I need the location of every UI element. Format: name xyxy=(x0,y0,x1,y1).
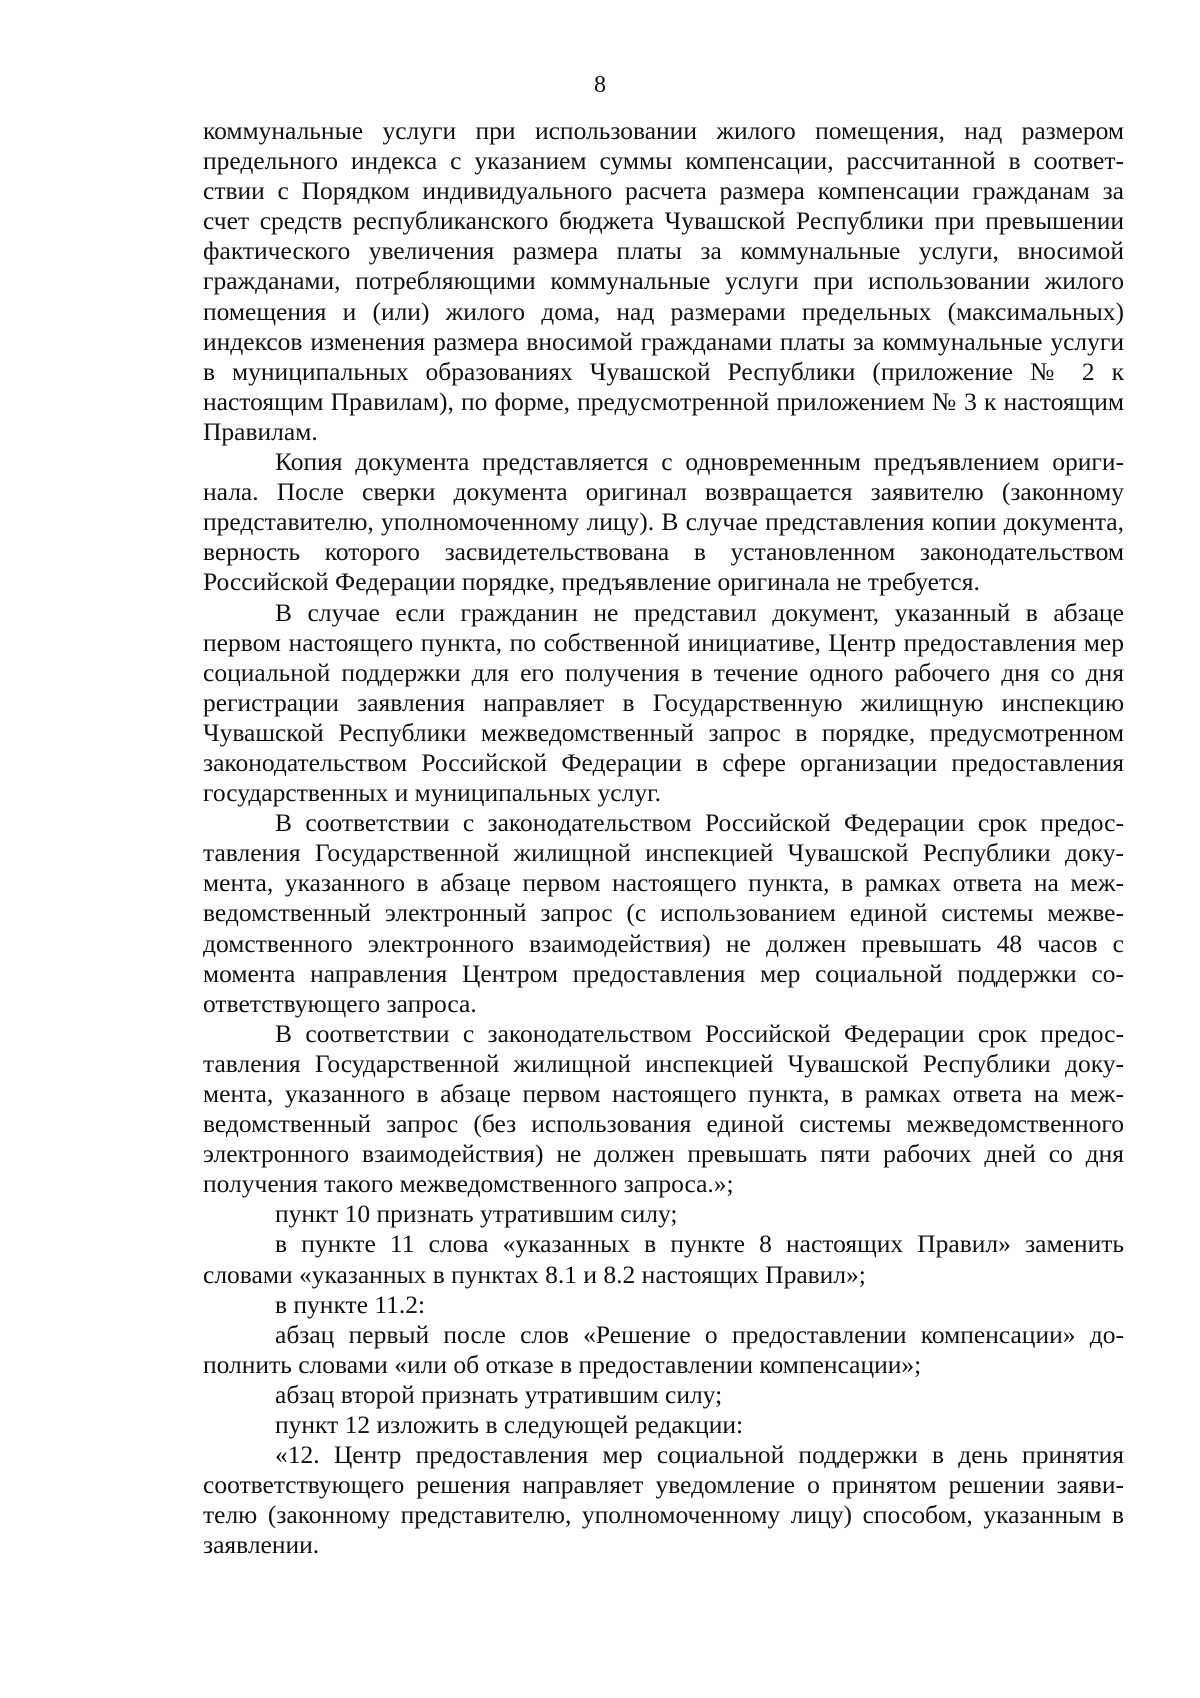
paragraph-4: В соответствии с законодательством Российской Федерации срок предоставления Государственной жилищной инспекцией Чувашской Республики документа, указанного в абзаце первом настоящего пункта, в рамках ответа на межведомственный электронный запрос (с использованием единой системы межведомственного электронного взаимодействия) не должен превышать 48 часов с момента направления Центром предоставления мер социальной поддержки соответствующего запроса. xyxy=(203,808,1124,1018)
paragraph-3: В случае если гражданин не представил документ, указанный в абзаце первом настоящего пункта, по собственной инициативе, Центр предоставления мер социальной поддержки для его получения в течение одного рабочего дня со дня регистрации заявления направляет в Государственную жилищную инспекцию Чувашской Республики межведомственный запрос в порядке, предусмотренном законодательством Российской Федерации в сфере организации предоставления государственных и муниципальных услуг. xyxy=(203,597,1124,808)
paragraph-10: абзац второй признать утратившим силу; xyxy=(275,1379,723,1409)
paragraph-6: пункт 10 признать утратившим силу; xyxy=(275,1199,678,1229)
paragraph-7: в пункте 11 слова «указанных в пункте 8 настоящих Правил» заменить словами «указанных в пунктах 8.1 и 8.2 настоящих Правил»; xyxy=(203,1229,1124,1289)
paragraph-8: в пункте 11.2: xyxy=(275,1289,426,1319)
paragraph-2: Копия документа представляется с одновременным предъявлением оригинала. После сверки документа оригинал возвращается заявителю (законному представителю, уполномоченному лицу). В случае представления копии документа, верность которого засвидетельствована в установленном законодательством Российской Федерации порядке, предъявление оригинала не требуется. xyxy=(203,447,1124,597)
paragraph-5: В соответствии с законодательством Российской Федерации срок предоставления Государственной жилищной инспекцией Чувашской Республики документа, указанного в абзаце первом настоящего пункта, в рамках ответа на межведомственный запрос (без использования единой системы межведомственного электронного взаимодействия) не должен превышать пяти рабочих дней со дня получения такого межведомственного запроса.»; xyxy=(203,1018,1124,1199)
document-body xyxy=(203,116,1124,1561)
paragraph-11: пункт 12 изложить в следующей редакции: xyxy=(275,1410,744,1440)
paragraph-9: абзац первый после слов «Решение о предоставлении компенсации» дополнить словами «или об отказе в предоставлении компенсации»; xyxy=(203,1319,1124,1379)
paragraph-1: коммунальные услуги при использовании жилого помещения, над размером предельного индекса с указанием суммы компенсации, рассчитанной в соответствии с Порядком индивидуального расчета размера компенсации гражданам за счет средств республиканского бюджета Чувашской Республики при превышении фактического увеличения размера платы за коммунальные услуги, вносимой гражданами, потребляющими коммунальные услуги при использовании жилого помещения и (или) жилого дома, над размерами предельных (максимальных) индексов изменения размера вносимой гражданами платы за коммунальные услуги в муниципальных образованиях Чувашской Республики (приложение № 2 к настоящим Правилам), по форме, предусмотренной приложением № 3 к настоящим Правилам. xyxy=(203,116,1124,446)
page-number: 8 xyxy=(594,72,606,98)
paragraph-12: «12. Центр предоставления мер социальной поддержки в день принятия соответствующего решения направляет уведомление о принятом решении заявителю (законному представителю, уполномоченному лицу) способом, указанным в заявлении. xyxy=(203,1440,1124,1560)
